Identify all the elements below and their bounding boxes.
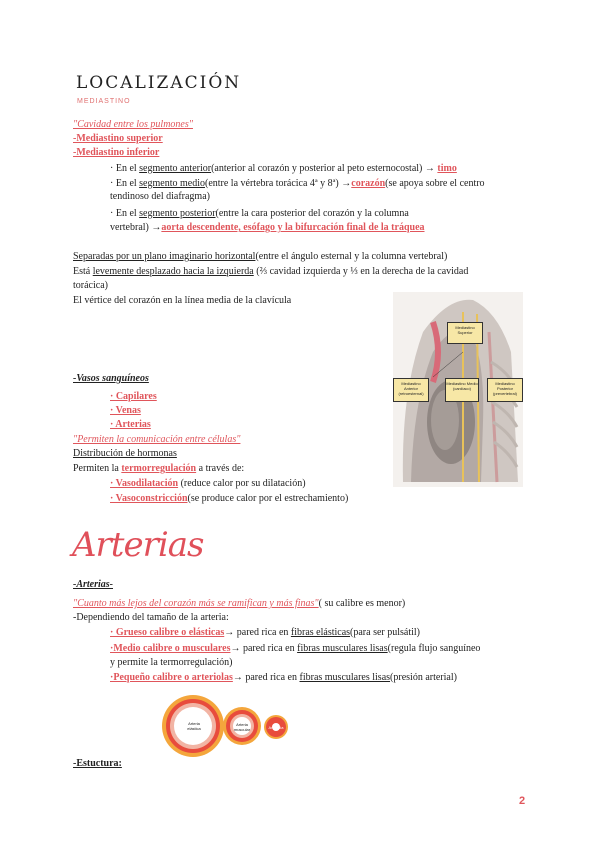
text: → pared rica en bbox=[224, 627, 291, 638]
toracica-line: torácica) bbox=[73, 280, 108, 291]
segmento-posterior-line bbox=[110, 207, 409, 220]
term: segmento posterior bbox=[139, 208, 216, 219]
artery-cross-sections bbox=[160, 690, 290, 762]
page-subtitle: MEDIASTINO bbox=[77, 98, 131, 105]
text: (para ser pulsátil) bbox=[350, 627, 421, 638]
segmento-medio-line bbox=[110, 177, 485, 190]
medio-calibre-line2: y permite la termorregulación) bbox=[110, 657, 233, 668]
heading-mediastino-inferior: -Mediastino inferior bbox=[73, 147, 160, 158]
text: Está bbox=[73, 266, 93, 277]
page-number: 2 bbox=[519, 795, 526, 807]
text: → pared rica en bbox=[230, 643, 298, 654]
quote-cavidad: "Cavidad entre los pulmones" bbox=[73, 119, 193, 130]
medio-calibre-line bbox=[110, 642, 480, 655]
term: segmento medio bbox=[139, 178, 205, 189]
text: ( su calibre es menor) bbox=[318, 598, 406, 609]
heading-estructura: -Estuctura: bbox=[73, 758, 122, 769]
page-title: LOCALIZACIÓN bbox=[76, 73, 242, 93]
text: (entre la vértebra torácica 4ª y 8ª) → bbox=[204, 178, 352, 189]
vasos-arterias: · Arterias bbox=[110, 419, 151, 430]
text: (entre la cara posterior del corazón y la columna bbox=[215, 208, 409, 219]
text: vertebral) → bbox=[110, 222, 162, 233]
text: (anterior al corazón y posterior al peto esternocostal) → bbox=[211, 163, 438, 174]
dependiendo-line: -Dependiendo del tamaño de la arteria: bbox=[73, 612, 229, 623]
heading-vasos: -Vasos sanguíneos bbox=[73, 373, 149, 384]
term: levemente desplazado hacia la izquierda bbox=[92, 266, 254, 277]
distribucion-hormonas: Distribución de hormonas bbox=[73, 448, 177, 459]
highlight: termorregulación bbox=[121, 463, 197, 474]
highlight: ·Pequeño calibre o arteriolas bbox=[110, 672, 233, 683]
termorregulacion-line bbox=[73, 462, 244, 475]
text: Permiten la bbox=[73, 463, 122, 474]
text: → pared rica en bbox=[232, 672, 300, 683]
term: Separadas por un plano imaginario horizontal bbox=[73, 251, 256, 262]
pequeno-calibre-line bbox=[110, 671, 457, 684]
label-superior: Mediastino Superior bbox=[447, 322, 483, 344]
text: (se produce calor por el estrechamiento) bbox=[187, 493, 349, 504]
label-arteria-muscular: Arteria muscular bbox=[233, 722, 251, 732]
vasoconstriccion-line bbox=[110, 492, 348, 505]
highlight: corazón bbox=[351, 178, 386, 189]
segmento-anterior-line bbox=[110, 162, 457, 175]
text: (regula flujo sanguíneo bbox=[387, 643, 481, 654]
highlight: · Vasoconstricción bbox=[110, 493, 188, 504]
text: · En el bbox=[110, 178, 140, 189]
text: · En el bbox=[110, 208, 140, 219]
text: (entre el ángulo esternal y la columna vertebral) bbox=[255, 251, 448, 262]
grueso-calibre-line bbox=[110, 626, 420, 639]
label-medio: Mediastino Medio (cardíaco) bbox=[445, 378, 479, 402]
term: fibras elásticas bbox=[290, 627, 351, 638]
label-anterior: Mediastino Anterior (retroesternal) bbox=[393, 378, 429, 402]
segmento-posterior-line2 bbox=[110, 221, 425, 234]
highlight: "Cuanto más lejos del corazón más se ramifican y más finas" bbox=[73, 598, 319, 609]
term: fibras musculares lisas bbox=[297, 643, 388, 654]
heading-arterias: -Arterias- bbox=[73, 579, 113, 590]
text: (presión arterial) bbox=[390, 672, 457, 683]
text: · En el bbox=[110, 163, 140, 174]
vertice-line: El vértice del corazón en la línea media de la clavícula bbox=[73, 295, 292, 306]
highlight: · Grueso calibre o elásticas bbox=[110, 627, 225, 638]
label-arteriola: Arteriola bbox=[268, 725, 284, 730]
highlight: timo bbox=[437, 163, 457, 174]
label-posterior: Mediastino Posterior (prevertebral) bbox=[487, 378, 523, 402]
term: segmento anterior bbox=[139, 163, 212, 174]
highlight: ·Medio calibre o musculares bbox=[110, 643, 231, 654]
vasos-capilares: · Capilares bbox=[110, 391, 157, 402]
quote-comunicacion: "Permiten la comunicación entre células" bbox=[73, 434, 241, 445]
ramifican-line bbox=[73, 597, 405, 610]
segmento-medio-line2: tendinoso del diafragma) bbox=[110, 191, 210, 202]
desplazado-line bbox=[73, 265, 468, 278]
text: (se apoya sobre el centro bbox=[385, 178, 485, 189]
highlight: · Vasodilatación bbox=[110, 478, 179, 489]
vasodilatacion-line bbox=[110, 477, 306, 490]
separadas-line bbox=[73, 250, 447, 263]
section-title-arterias: Arterias bbox=[72, 525, 204, 565]
heading-mediastino-superior: -Mediastino superior bbox=[73, 133, 163, 144]
text: (reduce calor por su dilatación) bbox=[178, 478, 306, 489]
vasos-venas: · Venas bbox=[110, 405, 141, 416]
label-arteria-elastica: Arteria elástica bbox=[187, 721, 201, 731]
term: fibras musculares lisas bbox=[299, 672, 391, 683]
highlight: aorta descendente, esófago y la bifurcación final de la tráquea bbox=[161, 222, 425, 233]
text: (⅔ cavidad izquierda y ⅓ en la derecha de la cavidad bbox=[253, 266, 469, 277]
text: a través de: bbox=[196, 463, 245, 474]
mediastinum-illustration bbox=[393, 292, 523, 487]
